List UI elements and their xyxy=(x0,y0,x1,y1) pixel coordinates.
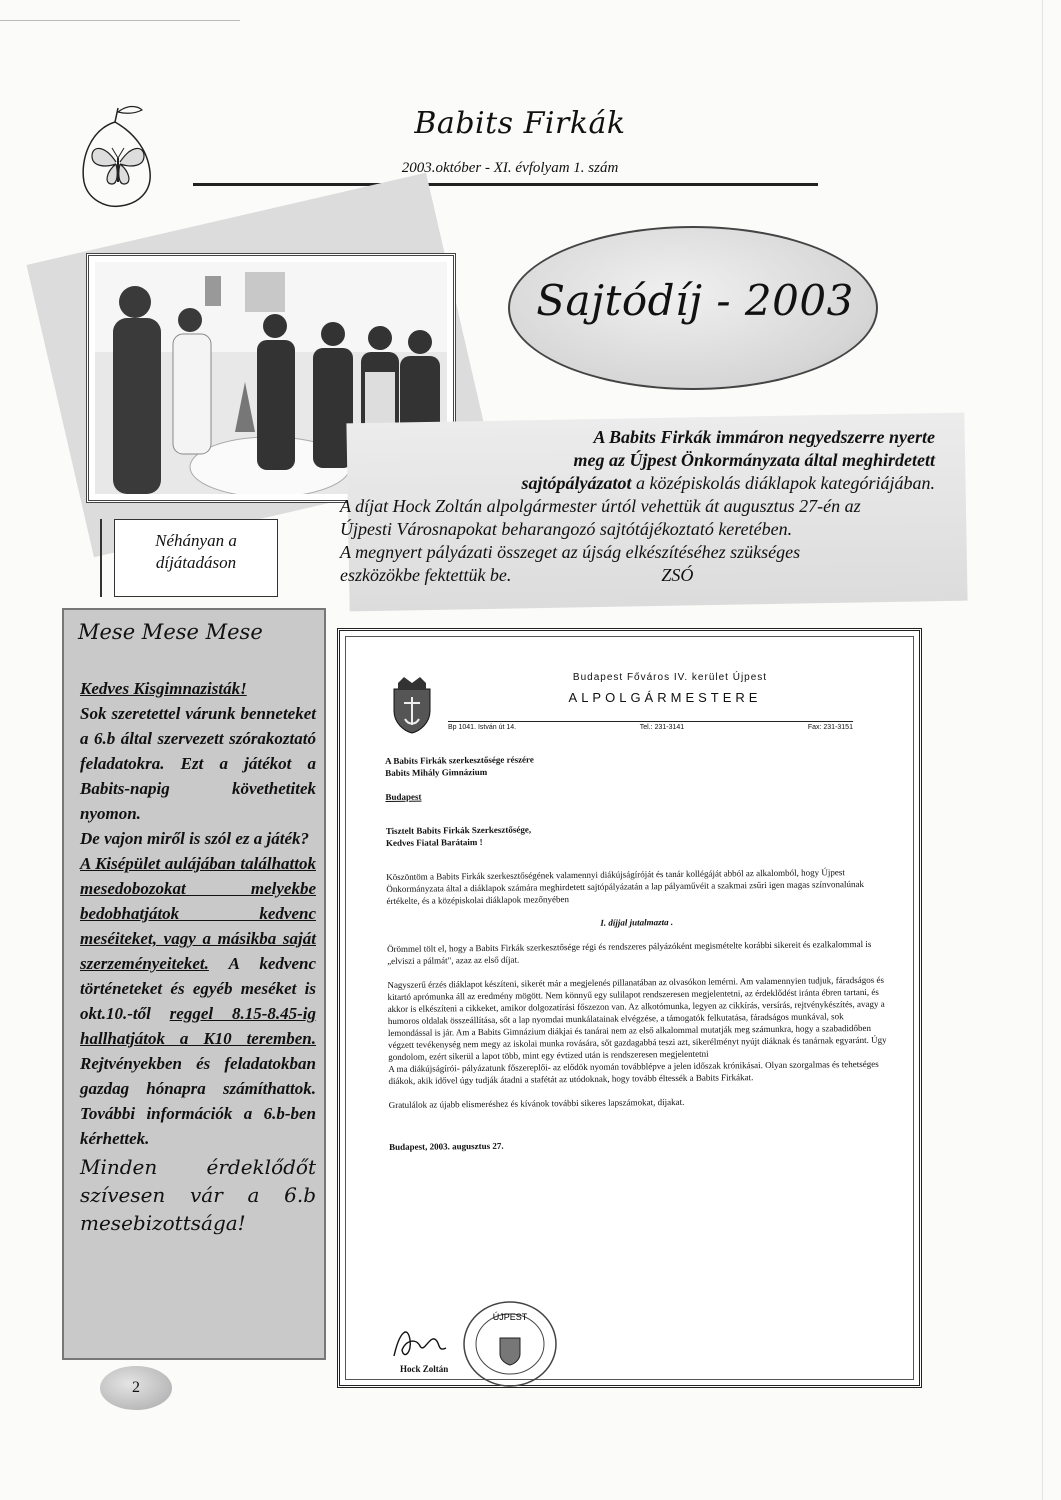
photo-caption-line-2: díjátadáson xyxy=(155,553,237,572)
masthead-issue: 2003.október - XI. évfolyam 1. szám xyxy=(401,160,619,176)
letterhead-fax: Fax: 231-3151 xyxy=(807,724,853,731)
letter-recipient-line: Babits Mihály Gimnázium xyxy=(385,766,488,778)
mese-text: A kedvenc történeteket és egyéb meséket is okt.10.-től xyxy=(80,954,316,1023)
mese-paragraph xyxy=(80,851,316,1151)
letter-award: I. díjjal jutalmazta . xyxy=(600,916,674,928)
masthead-title: Babits Firkák xyxy=(414,106,626,141)
article-text: eszközökbe fektettük be. xyxy=(340,565,512,585)
article-line: A díjat Hock Zoltán alpolgármester úrtól vehettük át augusztus 27-én az xyxy=(340,496,861,516)
official-stamp xyxy=(460,1298,560,1390)
mese-underlined-text: reggel 8.15-8.45-ig hallhatjátok a K10 teremben. xyxy=(80,1004,316,1048)
article-line xyxy=(335,472,935,495)
photo-caption xyxy=(114,519,278,597)
photo-caption-line-1: Néhányan a xyxy=(155,531,237,550)
letter-recipient xyxy=(385,750,885,779)
mese-paragraph: De vajon miről is szól ez a játék? xyxy=(80,829,310,848)
letter-paragraph: Köszöntöm a Babits Firkák szerkesztőségének valamennyi diákújságíróját és tanár kollégáját abból az alkalomból, hogy Újpest Önkormányzata által a diáklapok számára meghirdetett sajtópályázatán a lap pályaművéit a szakmai zsűri igen magas színvonalúnak értékelte, és a középiskolai diáklapok mezőnyében xyxy=(386,867,864,906)
letterhead-office: ALPOLGÁRMESTERE xyxy=(568,690,762,705)
handwritten-signature xyxy=(390,1320,450,1365)
letter-salutation-line: Tisztelt Babits Firkák Szerkesztősége, xyxy=(385,824,532,836)
header-rule xyxy=(193,183,818,186)
letter-date: Budapest, 2003. augusztus 27. xyxy=(389,1140,504,1152)
letter-body xyxy=(385,750,889,1165)
article xyxy=(335,426,935,587)
letter-paragraph: Gratulálok az újabb elismeréshez és kívánok további sikeres lapszámokat, díjakat. xyxy=(388,1096,685,1110)
letter-salutation-line: Kedves Fiatal Barátaim ! xyxy=(385,836,483,848)
letter-paragraph: A ma diákújságírói- pályázatunk főszereplői- az elődök nyomán továbblépve a jelen időszak krónikásai. Olyan szorgalmas és tehetséges diákok, akik idővel úgy tudják átadni a stafétát az utódoknak, hogy tovább éltessék a Babits Firkákat. xyxy=(388,1058,879,1086)
headline: Sajtódíj - 2003 xyxy=(536,276,854,325)
letter-paragraph: Nagyszerű érzés diáklapot készíteni, sikerét már a megjelenés pillanatában az olvasókon lemérni. Am valamennyien tudjuk, fáradságos és kitartó aprómunka áll az eredmény mögött. Nem könnyű egy sulilapot rendszeresen megjelentetni, az érdeklődést iránta ébren tartani, és akkor is elkészíteni a cikkeket, amikor dolgozatírási főszezon van. Az alkotómunka, legyen az cikkírás, versírás, rejtvénykészítés, avagy a humoros oldalak összeállítása, sőt a lap nyomdai munkálatainak elvégzése, a támogatók felkutatása, fáradságos munkával, sok lemondással is jár. Am a Babits Gimnázium diákjai és tanárai nem az első alkalommal mutatják meg számunkra, hogy a szabadidőben végzett tevékenység nem megy az iskolai munka rovására, sőt gazdagabbá teszi azt, sikerélményt nyújt diáknak és tanárnak egyaránt. Úgy gondolom, ezért sikerül a lapot több, mint egy évtized után is rendszeresen megjelentetni xyxy=(387,974,887,1062)
mese-closing: Minden érdeklődőt szívesen vár a 6.b mesebizottsága! xyxy=(80,1155,316,1235)
letterhead-tel: Tel.: 231-3141 xyxy=(639,724,685,731)
page-number: 2 xyxy=(100,1366,172,1410)
coat-of-arms-icon xyxy=(388,675,436,735)
mese-title: Mese Mese Mese xyxy=(78,620,263,644)
article-line: A megnyert pályázati összeget az újság elkészítéséhez szükséges xyxy=(340,542,801,562)
mese-text: Rejtvényekben és feladatokban gazdag hónapra számíthattok. További információk a 6.b-ben kérhettek. xyxy=(80,1054,316,1148)
letter-recipient-city: Budapest xyxy=(385,791,422,802)
mese-underlined-text: A Kisépület aulájában találhattok mesedobozokat melyekbe bedobhatjátok kedvenc meséiteket, vagy a másikba saját szerzeményeiteket. xyxy=(80,854,316,973)
article-line: Újpesti Városnapokat beharangozó sajtótájékoztató keretében. xyxy=(340,519,793,539)
letter-paragraph: Örömmel tölt el, hogy a Babits Firkák szerkesztősége régi és rendszeres pályázóként megismételte korábbi sikereit és ezalkalommal is „elviszi a pálmát", azaz az első díjat. xyxy=(386,938,872,966)
butterfly-pear-logo xyxy=(70,100,160,210)
letterhead-city: Budapest Főváros IV. kerület Újpest xyxy=(572,672,768,683)
article-line: meg az Újpest Önkormányzata által meghirdetett xyxy=(573,450,935,470)
mese-greeting: Kedves Kisgimnazisták! xyxy=(80,679,247,698)
article-signature: ZSÓ xyxy=(661,565,694,585)
top-rule xyxy=(0,20,240,21)
article-text: a középiskolás diáklapok kategóriájában. xyxy=(631,473,935,493)
article-line: A Babits Firkák immáron negyedszerre nyerte xyxy=(593,427,935,447)
page-edge xyxy=(1042,0,1043,1500)
article-line xyxy=(335,564,935,587)
mese-body xyxy=(80,676,316,1237)
stamp-text: ÚJPEST xyxy=(492,1312,528,1322)
article-bold-word: sajtópályázatot xyxy=(521,473,632,493)
letter-signer: Hock Zoltán xyxy=(400,1364,449,1374)
letterhead-address: Bp 1041. István út 14. xyxy=(448,724,517,731)
caption-rule xyxy=(100,519,102,597)
letter-recipient-line: A Babits Firkák szerkesztősége részére xyxy=(385,754,534,766)
letter-salutation xyxy=(386,820,886,849)
mese-paragraph: Sok szeretettel várunk benneteket a 6.b által szervezett szórakoztató feladatokra. Ezt a játékot a Babits-napig követhetitek nyomon. xyxy=(80,704,316,823)
letterhead-contact xyxy=(448,721,853,731)
